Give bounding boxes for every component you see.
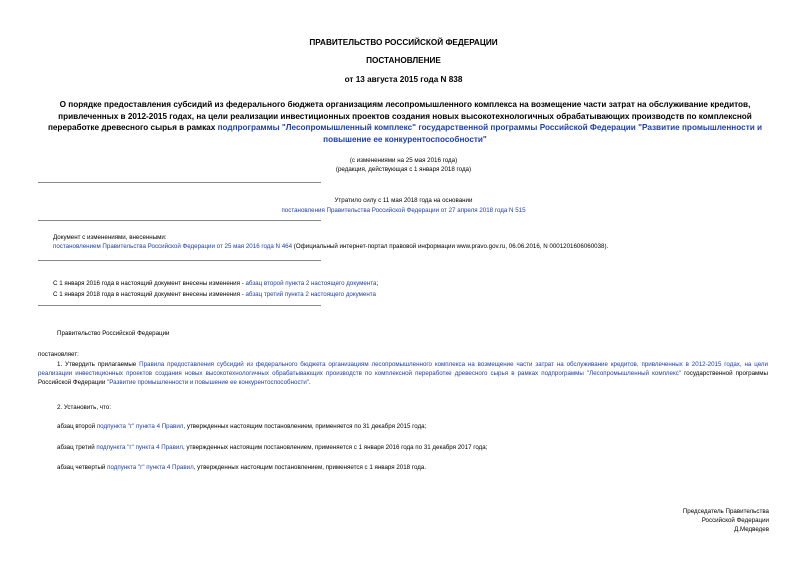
- change-note-text: С 1 января 2016 года в настоящий документ внесены изменения -: [53, 280, 246, 287]
- item-lead: абзац четвертый: [57, 464, 108, 471]
- item-link[interactable]: подпункта "г" пункта 4 Правил: [96, 444, 183, 451]
- expired-link[interactable]: постановления Правительства Российской Федерации от 27 апреля 2018 года N 515: [281, 207, 526, 214]
- expired-text: Утратило силу с 11 мая 2018 года на основании: [334, 197, 473, 204]
- change-note: [53, 280, 378, 289]
- divider: [38, 182, 321, 183]
- doc-type-heading: ПОСТАНОВЛЕНИЕ: [366, 56, 441, 65]
- list-item: [57, 423, 426, 432]
- date-number-heading: от 13 августа 2015 года N 838: [344, 75, 463, 84]
- paragraph-1-start: 1. Утвердить прилагаемые: [57, 361, 140, 368]
- amendment-decree-link[interactable]: постановлением Правительства Российской Федерации от 25 мая 2016 года N 464: [53, 243, 293, 250]
- rules-link[interactable]: Правила предоставления субсидий из федерального бюджета организациям лесопромышленного комплекса на возмещение части затрат на обслуживание кредитов, привлеченных в 2012-2015 годах, на цели реализации инвестиционных проектов создания новых высокотехнологичных обрабатывающих производств по комплексной переработке древесного сырья в рамках подпрограммы "Лесопромышленный комплекс": [38, 361, 769, 377]
- signature-block: [683, 508, 769, 534]
- item-link[interactable]: подпункта "г" пункта 4 Правил: [107, 464, 194, 471]
- item-tail: , утвержденных настоящим постановлением, применяется с 1 января 2018 года.: [193, 464, 427, 471]
- item-tail: , утвержденных настоящим постановлением, применяется по 31 декабря 2015 года;: [183, 423, 427, 430]
- item-lead: абзац второй: [57, 423, 97, 430]
- paragraph-1-end: .: [309, 378, 311, 386]
- change-note-link[interactable]: абзац третий пункта 2 настоящего документа: [245, 291, 376, 298]
- decrees-line: постановляет:: [38, 351, 79, 358]
- amendment-source: (Официальный интернет-портал правовой информации www.pravo.gov.ru, 06.06.2016, N 0001201606060038).: [292, 243, 609, 250]
- paragraph-2: 2. Установить, что:: [57, 404, 111, 411]
- change-note-text: С 1 января 2018 года в настоящий документ внесены изменения -: [53, 291, 246, 298]
- list-item: [57, 444, 487, 453]
- paragraph-1: [38, 361, 768, 387]
- divider: [38, 305, 321, 306]
- change-note: [53, 291, 376, 300]
- item-tail: , утвержденных настоящим постановлением, применяется с 1 января 2016 года по 31 декабря 2017 года;: [182, 444, 488, 451]
- program-link[interactable]: "Развитие промышленности и повышение ее конкурентоспособности": [107, 378, 310, 386]
- issuer-heading: ПРАВИТЕЛЬСТВО РОССИЙСКОЙ ФЕДЕРАЦИИ: [309, 38, 498, 47]
- government-line: Правительство Российской Федерации: [57, 330, 170, 337]
- list-item: [57, 464, 426, 473]
- divider: [38, 260, 321, 261]
- divider: [38, 220, 321, 221]
- change-note-link[interactable]: абзац второй пункта 2 настоящего документа: [245, 280, 377, 287]
- edition-changes: (с изменениями на 25 мая 2016 года): [349, 157, 458, 164]
- title-text: О порядке предоставления субсидий из федерального бюджета организациям лесопромышленного комплекса на возмещение части затрат на обслуживание кредитов, привлеченных в 2012-2015 годах, на цели реализации инвестиционных проектов создания новых высокотехнологичных обрабатывающих производств по комплексной переработке древесного сырья в рамках: [47, 100, 752, 132]
- document-title: [45, 99, 765, 145]
- amendments-intro: Документ с изменениями, внесенными:: [53, 234, 167, 241]
- item-link[interactable]: подпункта "г" пункта 4 Правил: [96, 423, 184, 430]
- signature-title: Председатель Правительства: [682, 508, 769, 515]
- paragraph-1-middle: государственной программы Российской Федерации: [38, 369, 768, 386]
- signature-org: Российской Федерации: [701, 516, 769, 524]
- signature-name: Д.Медведев: [734, 525, 769, 533]
- title-program-link[interactable]: подпрограммы "Лесопромышленный комплекс" государственной программы Российской Федерации "Развитие промышленности и повышение ее конкурентоспособности": [217, 123, 763, 144]
- item-lead: абзац третий: [57, 444, 97, 451]
- change-note-tail: ;: [376, 280, 379, 287]
- edition-revision: (редакция, действующая с 1 января 2018 года): [335, 166, 472, 173]
- amendments-entry: [53, 243, 773, 252]
